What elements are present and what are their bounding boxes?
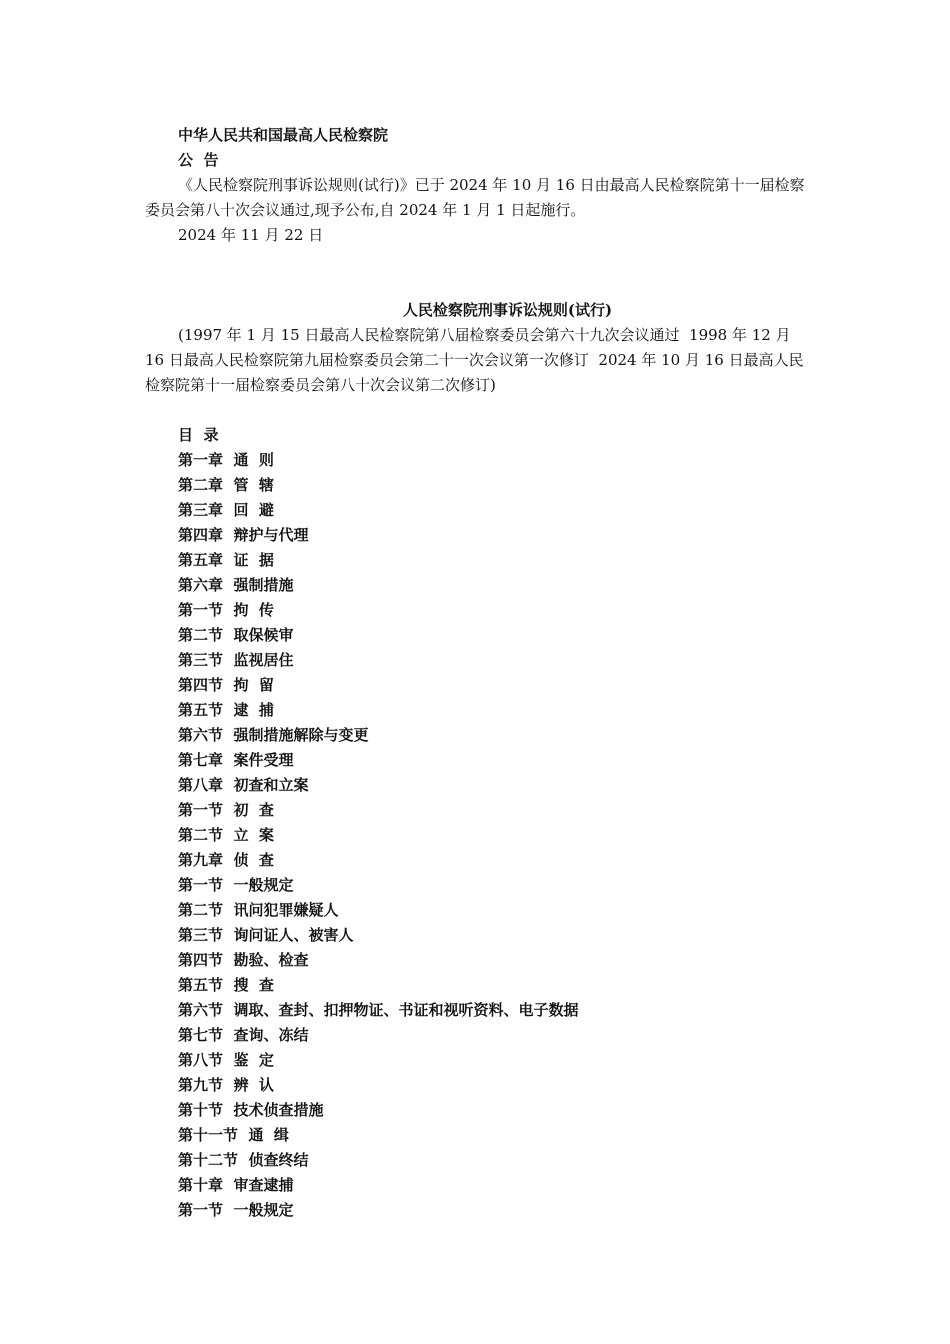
toc-item: 第九节 辨 认: [178, 1076, 274, 1094]
toc-item: 第四章 辩护与代理: [178, 526, 309, 544]
toc-item: 第七章 案件受理: [178, 751, 294, 769]
toc-item: 第十节 技术侦查措施: [178, 1101, 324, 1119]
toc-item: 第四节 勘验、检查: [178, 951, 309, 969]
toc-item: 第五节 搜 查: [178, 976, 274, 994]
toc-item: 第一节 一般规定: [178, 876, 294, 894]
toc-item: 第八节 鉴 定: [178, 1051, 274, 1069]
notice-body: 《人民检察院刑事诉讼规则(试行)》已于 2024 年 10 月 16 日由最高人民检察院第十一届检察委员会第八十次会议通过,现予公布,自 2024 年 1 月 1 日起施行。: [145, 176, 805, 219]
toc-item: 第八章 初查和立案: [178, 776, 309, 794]
document-history: (1997 年 1 月 15 日最高人民检察院第八届检察委员会第六十九次会议通过 1998 年 12 月 16 日最高人民检察院第九届检察委员会第二十一次会议第一次修订 2024 年 10 月 16 日最高人民检察院第十一届检察委员会第八十次会议第二次修订): [145, 326, 804, 394]
toc-item: 第九章 侦 查: [178, 851, 274, 869]
toc-item: 第二节 取保候审: [178, 626, 294, 644]
toc-item: 第三章 回 避: [178, 501, 274, 519]
toc-item: 第五章 证 据: [178, 551, 274, 569]
toc-item: 第二章 管 辖: [178, 476, 274, 494]
toc-item: 第二节 讯问犯罪嫌疑人: [178, 901, 339, 919]
toc-item: 第一节 初 查: [178, 801, 274, 819]
toc-item: 第一章 通 则: [178, 451, 274, 469]
table-of-contents: [178, 423, 578, 1223]
toc-item: 第十一节 通 缉: [178, 1126, 289, 1144]
toc-heading: 目 录: [178, 426, 219, 444]
toc-item: 第六节 调取、查封、扣押物证、书证和视听资料、电子数据: [178, 1001, 579, 1019]
toc-item: 第十二节 侦查终结: [178, 1151, 309, 1169]
toc-item: 第一节 拘 传: [178, 601, 274, 619]
toc-item: 第四节 拘 留: [178, 676, 274, 694]
toc-item: 第七节 查询、冻结: [178, 1026, 309, 1044]
notice-date: 2024 年 11 月 22 日: [178, 226, 324, 244]
toc-item: 第二节 立 案: [178, 826, 274, 844]
toc-item: 第六章 强制措施: [178, 576, 294, 594]
notice-issuer: 中华人民共和国最高人民检察院: [178, 126, 389, 144]
toc-item: 第三节 询问证人、被害人: [178, 926, 354, 944]
toc-item: 第一节 一般规定: [178, 1201, 294, 1219]
toc-item: 第五节 逮 捕: [178, 701, 274, 719]
toc-item: 第十章 审查逮捕: [178, 1176, 294, 1194]
notice-type: 公 告: [178, 151, 219, 169]
document-title: 人民检察院刑事诉讼规则(试行): [402, 301, 613, 319]
toc-item: 第三节 监视居住: [178, 651, 294, 669]
toc-item: 第六节 强制措施解除与变更: [178, 726, 369, 744]
